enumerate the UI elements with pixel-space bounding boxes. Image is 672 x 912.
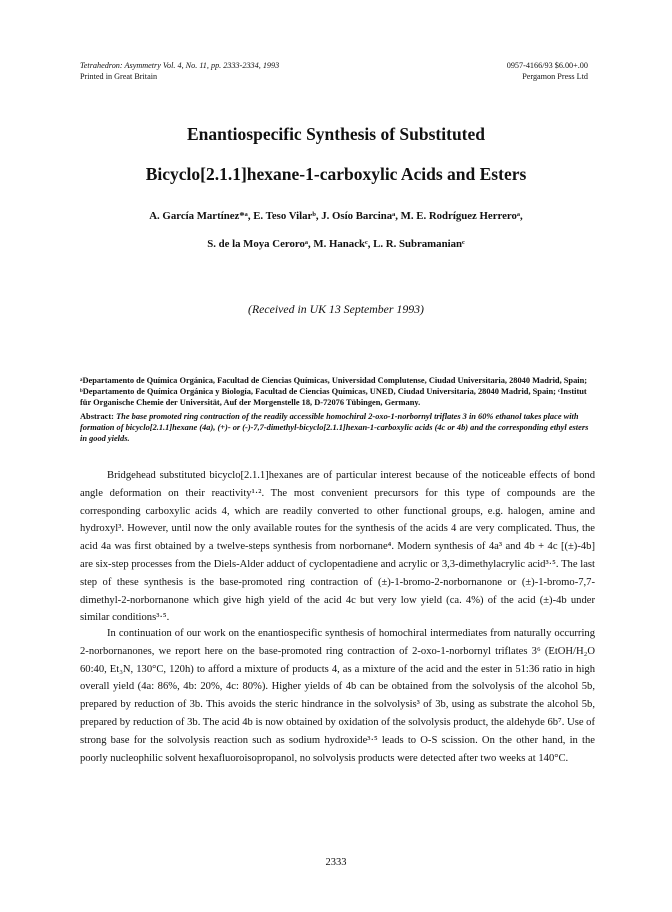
paper-title-line1: Enantiospecific Synthesis of Substituted xyxy=(186,124,486,144)
abstract xyxy=(80,411,595,444)
paper-title-line2: Bicyclo[2.1.1]hexane-1-carboxylic Acids and Esters xyxy=(145,164,527,184)
page-number: 2333 xyxy=(325,857,347,868)
authors-line1: A. García Martínez*ᵃ, E. Teso Vilarᵇ, J. Osío Barcinaᵃ, M. E. Rodríguez Herreroᵃ, xyxy=(149,210,523,222)
body-paragraph-2: In continuation of our work on the enantiospecific synthesis of homochiral intermediates from naturally occurring 2-norbornanones, we report here on the base-promoted ring contraction of 2-oxo-1-norbornyl triflates 3⁶ (EtOH/H₂O 60:40, Et₃N, 130°C, 120h) to afford a mixture of products 4, as a mixture of the acid and the ester in 51:36 ratio in high overall yield (4a: 86%, 4b: 20%, 4c: 80%). Higher yields of 4b can be obtained from the solvolysis of the alcohol 5b, prepared by reduction of 3b. This avoids the steric hindrance in the solvolysis³ of 3b, using as substrate the alcohol 5b, prepared by reduction of 3b. The acid 4b is now obtained by oxidation of the solvolysis product, the aldehyde 6b⁷. Use of strong base for the solvolysis reaction such as sodium hydroxide³·⁵ leads to O-S scission. On the other hand, in the poorly nucleophilic solvent hexafluoroisopropanol, no solvolysis products were detected after two weeks at 140°C. xyxy=(80,628,595,764)
authors-line2: S. de la Moya Ceroroᵃ, M. Hanackᶜ, L. R. Subramanianᶜ xyxy=(207,238,465,250)
body-paragraph-1: Bridgehead substituted bicyclo[2.1.1]hexanes are of particular interest because of the noticeable effects of bond angle deformation on their reactivity¹·². The most convenient precursors for this type of compounds are the corresponding carboxylic acids 4, which are readily converted to other functional groups, e.g. halogen, amine and hydroxyl³. However, until now the only available routes for the synthesis of the acids 4 are very complicated. Thus, the acid 4a was first obtained by a twelve-steps synthesis from norbornane⁴. Modern synthesis of 4a³ and 4b + 4c [(±)-4b] are six-step processes from the Diels-Alder adduct of cyclopentadiene and acrylic or 3,3-dimethylacrylic acid³·⁵. The last step of these synthesis is the base-promoted ring contraction of (±)-1-bromo-2-norbornanone or (±)-1-bromo-7,7-dimethyl-2-norbornanone which give high yield of the acid 4c but very low yield (ca. 4%) of the acid (±)-4b under similar conditions³·⁵. xyxy=(80,470,595,624)
abstract-label: Abstract: xyxy=(80,412,114,421)
header-right xyxy=(507,60,588,82)
issn-price: 0957-4166/93 $6.00+.00 xyxy=(506,61,588,70)
header-left xyxy=(80,60,279,82)
printed-in: Printed in Great Britain xyxy=(80,72,158,81)
abstract-text: The base promoted ring contraction of the readily accessible homochiral 2-oxo-1-norbornyl triflates 3 in 60% ethanol takes place with formation of bicyclo[2.1.1]hexane (4a), (+)- or (-)-7,7-dimethyl-bicyclo[2.1.1]hexan-1-carboxylic acids (4c or 4b) and the corresponding ethyl esters in good yields. xyxy=(80,412,589,443)
publisher: Pergamon Press Ltd xyxy=(522,72,588,81)
received-date: (Received in UK 13 September 1993) xyxy=(248,302,424,316)
affiliations: ᵃDepartamento de Química Orgánica, Facultad de Ciencias Químicas, Universidad Complutense, Ciudad Universitaria, 28040 Madrid, Spain; ᵇDepartamento de Química Orgánica y Biología, Facultad de Ciencias Químicas, UNED, Ciudad Universitaria, 28040 Madrid, Spain; ᶜInstitut für Organische Chemie der Universität, Auf der Morgenstelle 18, D-72076 Tübingen, Germany. xyxy=(80,376,588,407)
journal-citation: Tetrahedron: Asymmetry Vol. 4, No. 11, pp. 2333-2334, 1993 xyxy=(80,61,280,70)
